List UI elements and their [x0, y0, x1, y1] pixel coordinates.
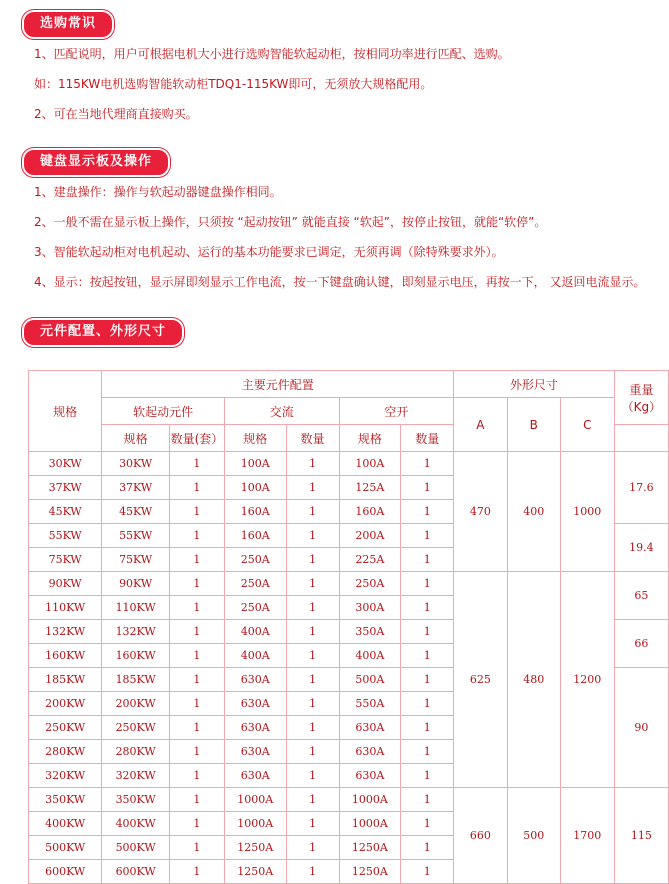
cell-spec: 185KW — [29, 668, 102, 692]
cell-soft-qty: 1 — [169, 740, 224, 764]
cell-ac-spec: 630A — [224, 740, 286, 764]
cell-soft-qty: 1 — [169, 836, 224, 860]
cell-soft-spec: 45KW — [102, 500, 170, 524]
cell-spec: 30KW — [29, 452, 102, 476]
cell-ac-spec: 250A — [224, 548, 286, 572]
cell-ac-spec: 250A — [224, 596, 286, 620]
cell-ac-spec: 630A — [224, 716, 286, 740]
cell-br-spec: 1250A — [339, 836, 401, 860]
th-dim-b: B — [507, 398, 560, 452]
th-main-parts: 主要元件配置 — [102, 371, 454, 398]
th-outline: 外形尺寸 — [454, 371, 614, 398]
cell-spec: 75KW — [29, 548, 102, 572]
cell-soft-spec: 600KW — [102, 860, 170, 884]
list-item: 1、匹配说明，用户可根据电机大小进行选购智能软起动柜，按相同功率进行匹配、选购。 — [34, 47, 510, 62]
spec-table-wrap — [28, 370, 669, 884]
cell-dim-c: 1200 — [560, 572, 614, 788]
cell-soft-qty: 1 — [169, 860, 224, 884]
th-spec: 规格 — [29, 371, 102, 452]
cell-dim-c: 1000 — [560, 452, 614, 572]
cell-soft-qty: 1 — [169, 476, 224, 500]
cell-ac-spec: 1250A — [224, 860, 286, 884]
table-head — [29, 371, 669, 452]
cell-spec: 110KW — [29, 596, 102, 620]
cell-ac-qty: 1 — [286, 572, 339, 596]
cell-spec: 350KW — [29, 788, 102, 812]
cell-soft-spec: 280KW — [102, 740, 170, 764]
table-row — [29, 572, 669, 596]
cell-spec: 45KW — [29, 500, 102, 524]
cell-br-spec: 350A — [339, 620, 401, 644]
th-weight-label: 重量 — [629, 382, 654, 397]
cell-br-qty: 1 — [401, 476, 454, 500]
cell-br-spec: 1000A — [339, 812, 401, 836]
cell-weight: 66 — [614, 620, 668, 668]
cell-ac-spec: 400A — [224, 620, 286, 644]
cell-ac-spec: 630A — [224, 668, 286, 692]
cell-br-qty: 1 — [401, 500, 454, 524]
cell-ac-spec: 630A — [224, 764, 286, 788]
cell-ac-qty: 1 — [286, 812, 339, 836]
cell-spec: 132KW — [29, 620, 102, 644]
cell-soft-qty: 1 — [169, 500, 224, 524]
section-banner-purchase: 选购常识 — [22, 10, 114, 39]
cell-br-qty: 1 — [401, 692, 454, 716]
th-br-spec: 规格 — [339, 425, 401, 452]
cell-ac-qty: 1 — [286, 716, 339, 740]
cell-spec: 400KW — [29, 812, 102, 836]
list-item: 4、显示：按起按钮，显示屏即刻显示工作电流，按一下键盘确认键，即刻显示电压，再按一下， 又返回电流显示。 — [34, 275, 646, 290]
cell-soft-qty: 1 — [169, 716, 224, 740]
cell-weight: 115 — [614, 788, 668, 884]
cell-ac-qty: 1 — [286, 524, 339, 548]
cell-spec: 90KW — [29, 572, 102, 596]
cell-soft-qty: 1 — [169, 620, 224, 644]
cell-br-spec: 500A — [339, 668, 401, 692]
table-row — [29, 788, 669, 812]
keyboard-list — [0, 177, 645, 297]
cell-spec: 200KW — [29, 692, 102, 716]
cell-soft-spec: 160KW — [102, 644, 170, 668]
cell-ac-qty: 1 — [286, 860, 339, 884]
cell-ac-spec: 250A — [224, 572, 286, 596]
cell-br-qty: 1 — [401, 668, 454, 692]
cell-ac-spec: 1250A — [224, 836, 286, 860]
cell-dim-a: 660 — [454, 788, 507, 884]
th-dim-a: A — [454, 398, 507, 452]
table-header-row-1 — [29, 371, 669, 398]
cell-spec: 280KW — [29, 740, 102, 764]
th-soft-start: 软起动元件 — [102, 398, 225, 425]
list-item: 如：115KW电机选购智能软动柜TDQ1-115KW即可，无须放大规格配用。 — [34, 77, 433, 92]
cell-br-qty: 1 — [401, 860, 454, 884]
cell-ac-qty: 1 — [286, 644, 339, 668]
section-banner-config: 元件配置、外形尺寸 — [22, 318, 184, 347]
cell-br-spec: 100A — [339, 452, 401, 476]
cell-br-qty: 1 — [401, 620, 454, 644]
table-body — [29, 452, 669, 884]
cell-ac-qty: 1 — [286, 764, 339, 788]
cell-soft-spec: 185KW — [102, 668, 170, 692]
cell-br-qty: 1 — [401, 764, 454, 788]
cell-dim-c: 1700 — [560, 788, 614, 884]
cell-ac-qty: 1 — [286, 740, 339, 764]
cell-dim-b: 400 — [507, 452, 560, 572]
cell-soft-spec: 250KW — [102, 716, 170, 740]
section-component-config — [0, 318, 184, 347]
cell-br-qty: 1 — [401, 596, 454, 620]
cell-br-spec: 1250A — [339, 860, 401, 884]
cell-weight: 19.4 — [614, 524, 668, 572]
cell-spec: 600KW — [29, 860, 102, 884]
cell-soft-spec: 200KW — [102, 692, 170, 716]
spec-table — [28, 370, 669, 884]
cell-soft-qty: 1 — [169, 596, 224, 620]
th-ac-qty: 数量 — [286, 425, 339, 452]
cell-br-qty: 1 — [401, 788, 454, 812]
cell-ac-spec: 630A — [224, 692, 286, 716]
th-weight-spacer — [614, 425, 668, 452]
cell-dim-b: 500 — [507, 788, 560, 884]
cell-br-qty: 1 — [401, 548, 454, 572]
cell-soft-spec: 132KW — [102, 620, 170, 644]
cell-br-spec: 400A — [339, 644, 401, 668]
th-ac-spec: 规格 — [224, 425, 286, 452]
cell-spec: 55KW — [29, 524, 102, 548]
cell-soft-qty: 1 — [169, 572, 224, 596]
cell-ac-spec: 160A — [224, 500, 286, 524]
cell-soft-qty: 1 — [169, 668, 224, 692]
cell-weight: 65 — [614, 572, 668, 620]
th-br-qty: 数量 — [401, 425, 454, 452]
banner-wrap-2 — [0, 148, 645, 177]
list-item: 3、智能软起动柜对电机起动、运行的基本功能要求已调定，无须再调（除特殊要求外）。 — [34, 245, 504, 260]
cell-ac-spec: 160A — [224, 524, 286, 548]
th-weight — [614, 371, 668, 425]
cell-br-qty: 1 — [401, 524, 454, 548]
cell-ac-qty: 1 — [286, 548, 339, 572]
list-item: 2、一般不需在显示板上操作，只须按 “起动按钮” 就能直接 “软起”，按停止按钮，就能“软停”。 — [34, 215, 547, 230]
cell-soft-spec: 110KW — [102, 596, 170, 620]
cell-br-spec: 550A — [339, 692, 401, 716]
cell-soft-qty: 1 — [169, 644, 224, 668]
banner-wrap-1 — [0, 10, 510, 39]
section-purchase — [0, 10, 510, 129]
cell-br-qty: 1 — [401, 452, 454, 476]
th-weight-unit: （Kg） — [621, 399, 662, 414]
cell-ac-spec: 400A — [224, 644, 286, 668]
cell-br-qty: 1 — [401, 836, 454, 860]
cell-ac-spec: 1000A — [224, 788, 286, 812]
cell-br-spec: 630A — [339, 764, 401, 788]
cell-soft-qty: 1 — [169, 812, 224, 836]
cell-ac-qty: 1 — [286, 452, 339, 476]
cell-soft-spec: 90KW — [102, 572, 170, 596]
cell-weight: 90 — [614, 668, 668, 788]
cell-br-spec: 125A — [339, 476, 401, 500]
th-ac: 交流 — [224, 398, 339, 425]
th-soft-spec: 规格 — [102, 425, 170, 452]
cell-spec: 320KW — [29, 764, 102, 788]
cell-ac-qty: 1 — [286, 596, 339, 620]
cell-br-spec: 630A — [339, 740, 401, 764]
cell-br-qty: 1 — [401, 644, 454, 668]
cell-br-spec: 250A — [339, 572, 401, 596]
list-item: 2、可在当地代理商直接购买。 — [34, 107, 198, 122]
cell-soft-spec: 350KW — [102, 788, 170, 812]
cell-weight: 17.6 — [614, 452, 668, 524]
cell-soft-spec: 400KW — [102, 812, 170, 836]
cell-soft-spec: 55KW — [102, 524, 170, 548]
cell-dim-a: 470 — [454, 452, 507, 572]
cell-dim-b: 480 — [507, 572, 560, 788]
cell-spec: 250KW — [29, 716, 102, 740]
th-breaker: 空开 — [339, 398, 454, 425]
cell-br-qty: 1 — [401, 572, 454, 596]
table-header-row-2 — [29, 398, 669, 425]
cell-br-spec: 200A — [339, 524, 401, 548]
cell-soft-spec: 30KW — [102, 452, 170, 476]
cell-br-qty: 1 — [401, 716, 454, 740]
cell-ac-qty: 1 — [286, 620, 339, 644]
cell-soft-qty: 1 — [169, 524, 224, 548]
cell-ac-qty: 1 — [286, 692, 339, 716]
cell-soft-qty: 1 — [169, 788, 224, 812]
th-dim-c: C — [560, 398, 614, 452]
cell-br-spec: 300A — [339, 596, 401, 620]
section-banner-keyboard: 键盘显示板及操作 — [22, 148, 170, 177]
th-soft-qty: 数量(套） — [169, 425, 224, 452]
cell-spec: 160KW — [29, 644, 102, 668]
cell-soft-qty: 1 — [169, 692, 224, 716]
cell-br-qty: 1 — [401, 812, 454, 836]
cell-ac-qty: 1 — [286, 668, 339, 692]
cell-soft-qty: 1 — [169, 764, 224, 788]
cell-ac-qty: 1 — [286, 788, 339, 812]
cell-ac-spec: 1000A — [224, 812, 286, 836]
cell-spec: 37KW — [29, 476, 102, 500]
cell-spec: 500KW — [29, 836, 102, 860]
cell-soft-spec: 75KW — [102, 548, 170, 572]
cell-br-spec: 160A — [339, 500, 401, 524]
cell-soft-qty: 1 — [169, 452, 224, 476]
cell-br-spec: 1000A — [339, 788, 401, 812]
section-keyboard-display — [0, 148, 645, 297]
cell-soft-spec: 500KW — [102, 836, 170, 860]
cell-ac-qty: 1 — [286, 476, 339, 500]
cell-soft-spec: 37KW — [102, 476, 170, 500]
list-item: 1、建盘操作：操作与软起动器键盘操作相同。 — [34, 185, 282, 200]
cell-ac-spec: 100A — [224, 452, 286, 476]
cell-br-spec: 630A — [339, 716, 401, 740]
cell-br-qty: 1 — [401, 740, 454, 764]
cell-ac-qty: 1 — [286, 836, 339, 860]
cell-ac-spec: 100A — [224, 476, 286, 500]
banner-wrap-3 — [0, 318, 184, 347]
cell-soft-spec: 320KW — [102, 764, 170, 788]
cell-ac-qty: 1 — [286, 500, 339, 524]
table-row — [29, 452, 669, 476]
purchase-list — [0, 39, 510, 129]
cell-soft-qty: 1 — [169, 548, 224, 572]
cell-dim-a: 625 — [454, 572, 507, 788]
cell-br-spec: 225A — [339, 548, 401, 572]
